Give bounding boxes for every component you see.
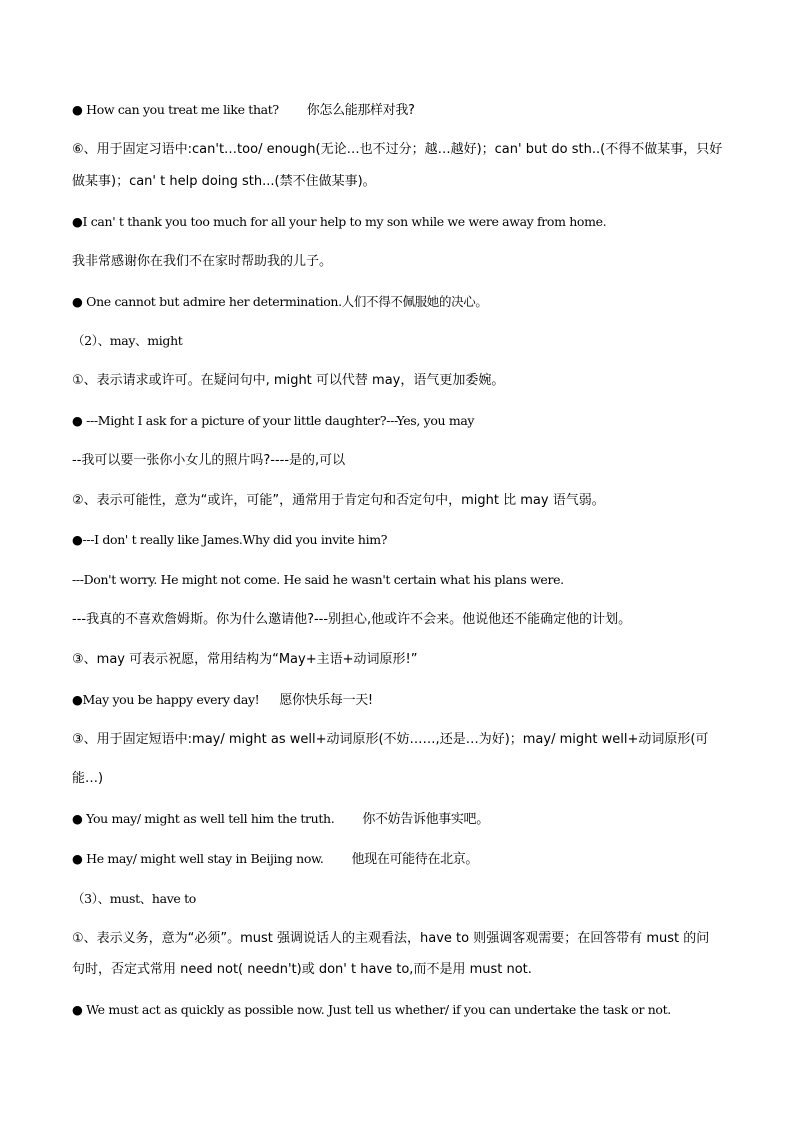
rule-wish: ③、may 可表示祝愿，常用结构为“May+主语+动词原形!” bbox=[72, 652, 418, 667]
example-treat-me: ● How can you treat me like that? 你怎么能那样对我? bbox=[72, 102, 415, 118]
section-heading-must-have-to: （3）、must、have to bbox=[72, 891, 196, 906]
rule-possibility: ②、表示可能性，意为“或许，可能”，通常用于肯定句和否定句中，might 比 may 语气弱。 bbox=[72, 493, 605, 508]
example-thank-you: ●I can' t thank you too much for all your help to my son while we were away from home. bbox=[72, 214, 607, 229]
translation-thank-you: 我非常感谢你在我们不在家时帮助我的儿子。 bbox=[72, 254, 333, 269]
rule-fixed-idioms: ⑥、用于固定习语中:can't…too/ enough(无论…也不过分；越…越好)；can' but do sth..(不得不做某事，只好 bbox=[72, 142, 722, 157]
example-stay-beijing: ● He may/ might well stay in Beijing now. 他现在可能待在北京。 bbox=[72, 851, 479, 867]
example-cannot-but: ● One cannot but admire her determination.人们不得不佩服她的决心。 bbox=[72, 294, 488, 309]
example-ask-picture: ● ---Might I ask for a picture of your little daughter?---Yes, you may bbox=[72, 413, 475, 428]
rule-fixed-phrases-cont: 能…) bbox=[72, 771, 104, 786]
rule-fixed-idioms-cont: 做某事)；can' t help doing sth...(禁不住做某事)。 bbox=[72, 174, 376, 189]
example-james-question: ●---I don' t really like James.Why did you invite him? bbox=[72, 532, 388, 547]
example-tell-truth: ● You may/ might as well tell him the truth. 你不妨告诉他事实吧。 bbox=[72, 811, 489, 827]
rule-fixed-phrases: ③、用于固定短语中:may/ might as well+动词原形(不妨……,还是…为好)；may/ might well+动词原形(可 bbox=[72, 732, 709, 747]
translation-james: ---我真的不喜欢詹姆斯。你为什么邀请他?---别担心,他或许不会来。他说他还不能确定他的计划。 bbox=[72, 612, 632, 627]
example-james-answer: ---Don't worry. He might not come. He said he wasn't certain what his plans were. bbox=[72, 572, 564, 587]
rule-obligation-cont: 句时，否定式常用 need not( needn't)或 don' t have to,而不是用 must not. bbox=[72, 962, 532, 977]
rule-obligation: ①、表示义务，意为“必须”。must 强调说话人的主观看法，have to 则强调客观需要；在回答带有 must 的问 bbox=[72, 931, 710, 946]
rule-request-permission: ①、表示请求或许可。在疑问句中, might 可以代替 may，语气更加委婉。 bbox=[72, 373, 505, 388]
section-heading-may-might: （2）、may、might bbox=[72, 333, 183, 348]
translation-ask-picture: --我可以要一张你小女儿的照片吗?----是的,可以 bbox=[72, 453, 346, 468]
example-may-you-be-happy: ●May you be happy every day! 愿你快乐每一天! bbox=[72, 692, 373, 708]
example-act-quickly: ● We must act as quickly as possible now. Just tell us whether/ if you can undertake the task or not. bbox=[72, 1002, 671, 1017]
